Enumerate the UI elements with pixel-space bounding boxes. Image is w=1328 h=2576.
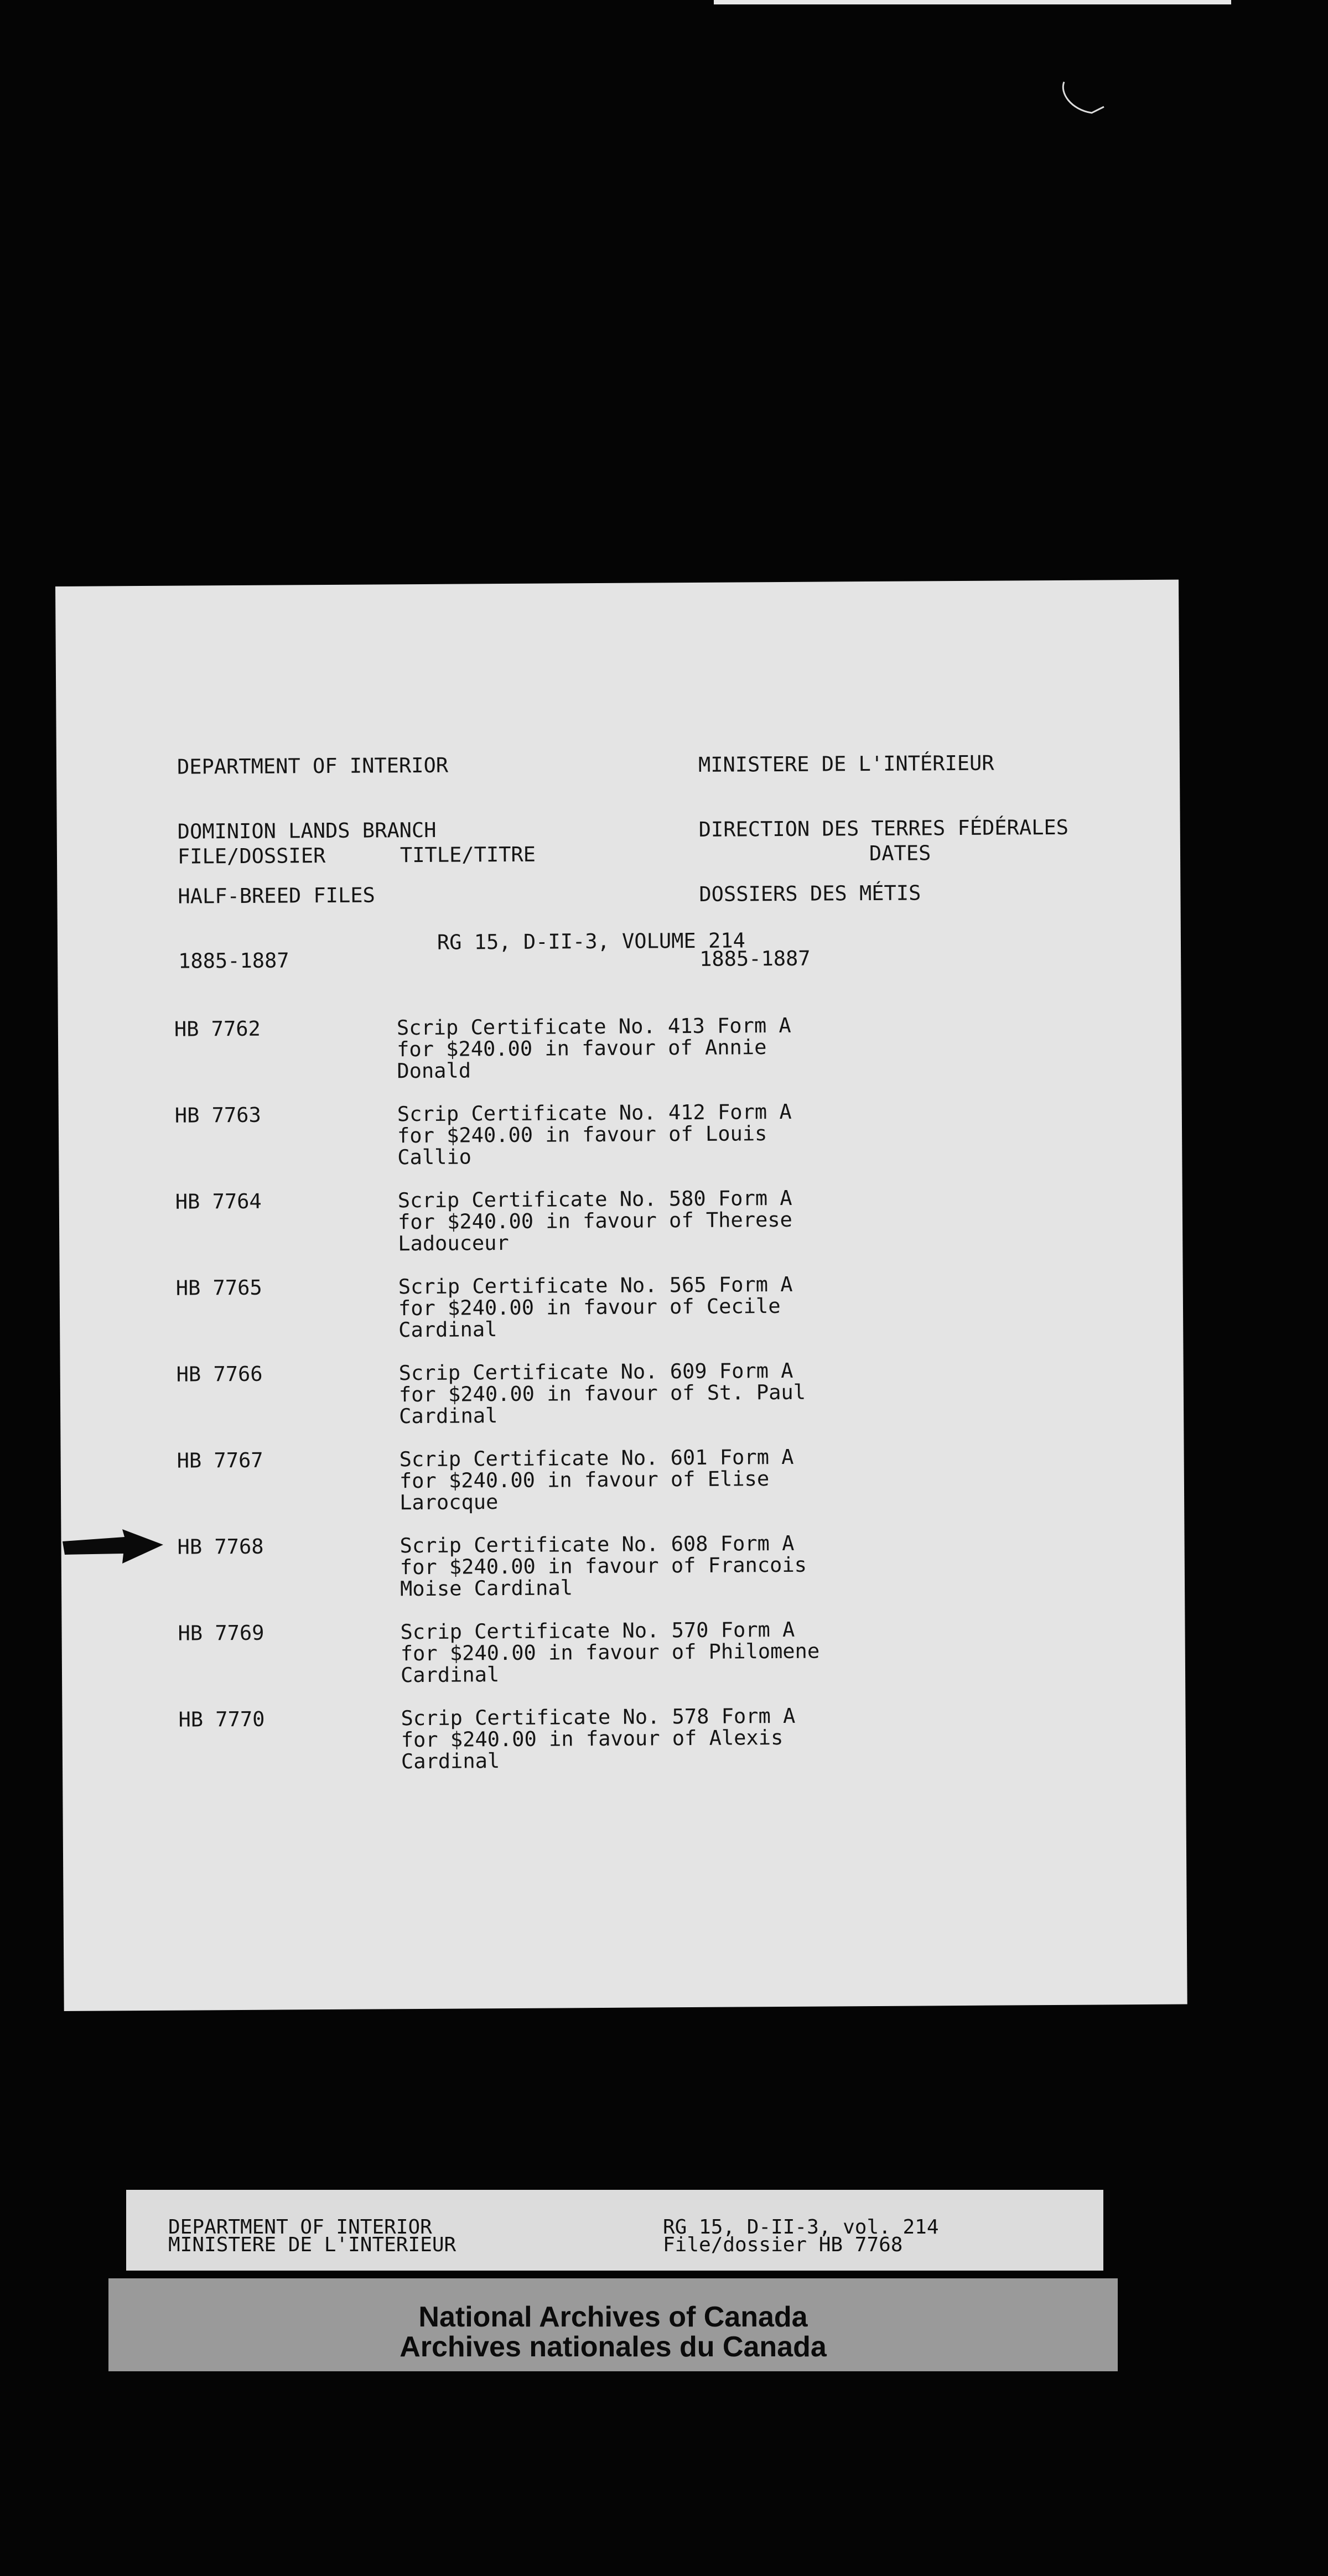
header-line: HALF-BREED FILES (178, 883, 375, 908)
file-number: HB 7767 (177, 1448, 263, 1473)
header-line: MINISTERE DE L'INTÉRIEUR (698, 751, 994, 777)
entry-title: Scrip Certificate No. 601 Form A for $240.00 in favour of Elise Larocque (399, 1445, 794, 1515)
file-number: HB 7766 (176, 1362, 263, 1386)
document-page (55, 580, 1187, 2011)
label-department-en: DEPARTMENT OF INTERIOR (168, 2216, 432, 2239)
file-number: HB 7762 (174, 1016, 261, 1041)
volume-reference: RG 15, D-II-3, VOLUME 214 (437, 928, 745, 954)
pointer-arrow-icon (58, 1527, 169, 1571)
entry-title: Scrip Certificate No. 412 Form A for $240.00 in favour of Louis Callio (397, 1099, 792, 1170)
header-line: DEPARTMENT OF INTERIOR (177, 753, 449, 779)
header-line: 1885-1887 (178, 948, 289, 973)
file-number: HB 7765 (175, 1275, 262, 1300)
header-line: DIRECTION DES TERRES FÉDÉRALES (698, 815, 1069, 842)
file-number: HB 7764 (175, 1189, 262, 1214)
label-volume: RG 15, D-II-3, vol. 214 (663, 2216, 939, 2239)
archives-name-fr: Archives nationales du Canada (400, 2331, 827, 2363)
file-number: HB 7769 (178, 1621, 264, 1645)
entry-title: Scrip Certificate No. 608 Form A for $240.00 in favour of Francois Moise Cardinal (400, 1531, 807, 1601)
entry-title: Scrip Certificate No. 570 Form A for $240.00 in favour of Philomene Cardinal (400, 1617, 820, 1687)
column-header-dates: DATES (869, 841, 931, 866)
entry-title: Scrip Certificate No. 578 Form A for $240.00 in favour of Alexis Cardinal (401, 1704, 796, 1774)
entry-title: Scrip Certificate No. 413 Form A for $240.00 in favour of Annie Donald (396, 1013, 791, 1083)
header-line: 1885-1887 (699, 946, 811, 971)
entry-title: Scrip Certificate No. 609 Form A for $240.00 in favour of St. Paul Cardinal (398, 1358, 806, 1429)
pen-mark (1060, 76, 1109, 126)
file-identification-label (126, 2190, 1103, 2271)
file-number: HB 7763 (174, 1103, 261, 1128)
archives-name-en: National Archives of Canada (418, 2301, 808, 2333)
header-line: DOSSIERS DES MÉTIS (699, 881, 921, 906)
archives-label (108, 2278, 1118, 2371)
header-line: DOMINION LANDS BRANCH (177, 818, 437, 844)
file-number: HB 7768 (177, 1534, 264, 1559)
label-department-fr: MINISTERE DE L'INTERIEUR (168, 2234, 456, 2256)
column-header-file: FILE/DOSSIER (177, 844, 326, 869)
file-number: HB 7770 (178, 1707, 265, 1732)
top-paper-strip (714, 0, 1231, 4)
label-file-number: File/dossier HB 7768 (663, 2234, 903, 2256)
entry-title: Scrip Certificate No. 580 Form A for $240.00 in favour of Therese Ladouceur (397, 1186, 792, 1256)
column-header-title: TITLE/TITRE (400, 842, 536, 868)
entry-title: Scrip Certificate No. 565 Form A for $240.00 in favour of Cecile Cardinal (398, 1272, 793, 1342)
